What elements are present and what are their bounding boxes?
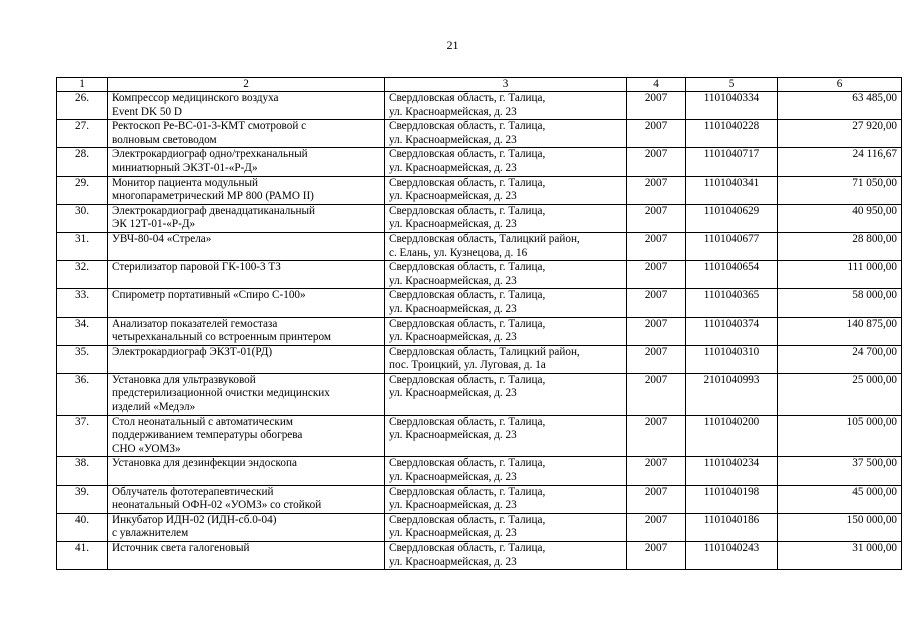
address-cell: [385, 261, 627, 289]
equipment-name-cell-line: Облучатель фототерапевтический: [112, 485, 274, 498]
inventory-number-cell: 1101040228: [686, 120, 778, 148]
row-number-cell: 39.: [57, 485, 108, 513]
table-row: [57, 485, 902, 513]
address-cell: [385, 373, 627, 415]
equipment-name-cell: [108, 289, 385, 317]
year-cell: 2007: [627, 261, 686, 289]
address-cell-line: Свердловская область, г. Талица,: [389, 457, 546, 470]
year-cell: 2007: [627, 485, 686, 513]
cost-cell: 105 000,00: [778, 415, 902, 457]
table-row: [57, 415, 902, 457]
address-cell-line: ул. Красноармейская, д. 23: [389, 471, 517, 484]
table-row: [57, 289, 902, 317]
inventory-number-cell: 1101040717: [686, 148, 778, 176]
table-row: [57, 92, 902, 120]
address-cell-line: Свердловская область, г. Талица,: [389, 176, 546, 189]
equipment-name-cell: [108, 261, 385, 289]
address-cell-line: Свердловская область, г. Талица,: [389, 317, 546, 330]
header-cell-number: 1: [57, 78, 108, 92]
address-cell: [385, 345, 627, 373]
row-number-cell: 33.: [57, 289, 108, 317]
cost-cell: 150 000,00: [778, 513, 902, 541]
address-cell-line: Свердловская область, г. Талица,: [389, 148, 546, 161]
address-cell: [385, 92, 627, 120]
address-cell-line: Свердловская область, г. Талица,: [389, 373, 546, 386]
equipment-name-cell-line: Электрокардиограф одно/трехканальный: [112, 148, 308, 161]
equipment-name-cell: [108, 92, 385, 120]
row-number-cell: 34.: [57, 317, 108, 345]
equipment-name-cell: [108, 542, 385, 570]
address-cell-line: ул. Красноармейская, д. 23: [389, 555, 517, 568]
inventory-number-cell: 1101040341: [686, 176, 778, 204]
address-cell-line: ул. Красноармейская, д. 23: [389, 527, 517, 540]
page-number: 21: [446, 38, 459, 52]
address-cell-line: ул. Красноармейская, д. 23: [389, 274, 517, 287]
address-cell-line: ул. Красноармейская, д. 23: [389, 190, 517, 203]
year-cell: 2007: [627, 415, 686, 457]
equipment-name-cell-line: поддерживанием температуры обогрева: [112, 429, 303, 442]
cost-cell: 25 000,00: [778, 373, 902, 415]
row-number-cell: 40.: [57, 513, 108, 541]
table-row: [57, 317, 902, 345]
row-number-cell: 32.: [57, 261, 108, 289]
year-cell: 2007: [627, 513, 686, 541]
table-row: [57, 345, 902, 373]
year-cell: 2007: [627, 373, 686, 415]
address-cell-line: ул. Красноармейская, д. 23: [389, 429, 517, 442]
equipment-name-cell-line: УВЧ-80-04 «Стрела»: [112, 232, 212, 245]
equipment-name-cell: [108, 415, 385, 457]
year-cell: 2007: [627, 289, 686, 317]
inventory-number-cell: 1101040334: [686, 92, 778, 120]
equipment-name-cell-line: многопараметрический МР 800 (РАМО II): [112, 190, 314, 203]
header-cell-name: 2: [108, 78, 385, 92]
address-cell-line: ул. Красноармейская, д. 23: [389, 161, 517, 174]
row-number-cell: 26.: [57, 92, 108, 120]
address-cell: [385, 148, 627, 176]
year-cell: 2007: [627, 120, 686, 148]
year-cell: 2007: [627, 232, 686, 260]
address-cell-line: Свердловская область, г. Талица,: [389, 261, 546, 274]
year-cell: 2007: [627, 542, 686, 570]
equipment-name-cell-line: с увлажнителем: [112, 527, 189, 540]
equipment-name-cell-line: Спирометр портативный «Спиро С-100»: [112, 289, 306, 302]
cost-cell: 28 800,00: [778, 232, 902, 260]
address-cell-line: ул. Красноармейская, д. 23: [389, 331, 517, 344]
equipment-name-cell-line: Установка для ультразвуковой: [112, 373, 256, 386]
inventory-number-cell: 1101040186: [686, 513, 778, 541]
cost-cell: 40 950,00: [778, 204, 902, 232]
address-cell-line: Свердловская область, г. Талица,: [389, 120, 546, 133]
inventory-number-cell: 1101040374: [686, 317, 778, 345]
cost-cell: 31 000,00: [778, 542, 902, 570]
cost-cell: 58 000,00: [778, 289, 902, 317]
equipment-name-cell: [108, 317, 385, 345]
cost-cell: 140 875,00: [778, 317, 902, 345]
year-cell: 2007: [627, 92, 686, 120]
equipment-name-cell-line: Установка для дезинфекции эндоскопа: [112, 457, 297, 470]
table-row: [57, 261, 902, 289]
table-row: [57, 204, 902, 232]
row-number-cell: 36.: [57, 373, 108, 415]
row-number-cell: 30.: [57, 204, 108, 232]
row-number-cell: 29.: [57, 176, 108, 204]
row-number-cell: 41.: [57, 542, 108, 570]
cost-cell: 27 920,00: [778, 120, 902, 148]
address-cell-line: Свердловская область, Талицкий район,: [389, 345, 580, 358]
equipment-registry-table: [56, 77, 902, 570]
equipment-name-cell-line: Монитор пациента модульный: [112, 176, 258, 189]
cost-cell: 71 050,00: [778, 176, 902, 204]
address-cell: [385, 232, 627, 260]
row-number-cell: 31.: [57, 232, 108, 260]
row-number-cell: 37.: [57, 415, 108, 457]
equipment-name-cell-line: Источник света галогеновый: [112, 542, 250, 554]
inventory-number-cell: 1101040310: [686, 345, 778, 373]
year-cell: 2007: [627, 176, 686, 204]
equipment-name-cell: [108, 232, 385, 260]
address-cell: [385, 317, 627, 345]
address-cell-line: пос. Троицкий, ул. Луговая, д. 1а: [389, 359, 546, 372]
address-cell-line: Свердловская область, г. Талица,: [389, 415, 546, 428]
address-cell-line: Свердловская область, г. Талица,: [389, 204, 546, 217]
table-row: [57, 232, 902, 260]
address-cell: [385, 176, 627, 204]
equipment-name-cell: [108, 148, 385, 176]
table-row: [57, 457, 902, 485]
inventory-number-cell: 1101040677: [686, 232, 778, 260]
year-cell: 2007: [627, 457, 686, 485]
equipment-name-cell: [108, 373, 385, 415]
equipment-name-cell-line: Ректоскоп Ре-ВС-01-3-КМТ смотровой с: [112, 120, 307, 133]
inventory-number-cell: 1101040243: [686, 542, 778, 570]
address-cell-line: ул. Красноармейская, д. 23: [389, 499, 517, 512]
equipment-name-cell-line: ЭК 12Т-01-«Р-Д»: [112, 218, 196, 231]
inventory-number-cell: 1101040198: [686, 485, 778, 513]
equipment-name-cell: [108, 513, 385, 541]
address-cell-line: ул. Красноармейская, д. 23: [389, 133, 517, 146]
inventory-number-cell: 1101040629: [686, 204, 778, 232]
equipment-name-cell: [108, 345, 385, 373]
address-cell: [385, 542, 627, 570]
equipment-name-cell: [108, 204, 385, 232]
equipment-name-cell-line: Инкубатор ИДН-02 (ИДН-сб.0-04): [112, 513, 277, 526]
address-cell: [385, 513, 627, 541]
table-row: [57, 542, 902, 570]
address-cell-line: Свердловская область, г. Талица,: [389, 542, 546, 554]
inventory-number-cell: 1101040365: [686, 289, 778, 317]
cost-cell: 63 485,00: [778, 92, 902, 120]
equipment-name-cell-line: Электрокардиограф двенадцатиканальный: [112, 204, 315, 217]
year-cell: 2007: [627, 148, 686, 176]
table-row: [57, 373, 902, 415]
table-row: [57, 513, 902, 541]
address-cell: [385, 485, 627, 513]
cost-cell: 37 500,00: [778, 457, 902, 485]
address-cell-line: Свердловская область, г. Талица,: [389, 513, 546, 526]
equipment-name-cell-line: Стерилизатор паровой ГК-100-3 ТЗ: [112, 261, 281, 274]
equipment-name-cell-line: предстерилизационной очистки медицинских: [112, 387, 330, 400]
row-number-cell: 27.: [57, 120, 108, 148]
equipment-name-cell: [108, 176, 385, 204]
address-cell: [385, 457, 627, 485]
address-cell-line: Свердловская область, Талицкий район,: [389, 232, 580, 245]
row-number-cell: 35.: [57, 345, 108, 373]
equipment-name-cell-line: Стол неонатальный с автоматическим: [112, 415, 293, 428]
equipment-name-cell-line: Анализатор показателей гемостаза: [112, 317, 278, 330]
equipment-name-cell-line: Event DK 50 D: [112, 105, 182, 118]
year-cell: 2007: [627, 317, 686, 345]
address-cell-line: ул. Красноармейская, д. 23: [389, 218, 517, 231]
header-cell-address: 3: [385, 78, 627, 92]
address-cell: [385, 415, 627, 457]
equipment-name-cell-line: миниатюрный ЭКЗТ-01-«Р-Д»: [112, 161, 258, 174]
equipment-name-cell-line: неонатальный ОФН-02 «УОМЗ» со стойкой: [112, 499, 322, 512]
address-cell-line: с. Елань, ул. Кузнецова, д. 16: [389, 246, 528, 259]
inventory-number-cell: 2101040993: [686, 373, 778, 415]
year-cell: 2007: [627, 345, 686, 373]
address-cell: [385, 120, 627, 148]
equipment-name-cell-line: четырехканальный со встроенным принтером: [112, 331, 331, 344]
equipment-name-cell-line: СНО «УОМЗ»: [112, 442, 181, 455]
equipment-name-cell-line: волновым световодом: [112, 133, 217, 146]
year-cell: 2007: [627, 204, 686, 232]
header-cell-cost: 6: [778, 78, 902, 92]
table-row: [57, 148, 902, 176]
cost-cell: 111 000,00: [778, 261, 902, 289]
address-cell: [385, 289, 627, 317]
row-number-cell: 28.: [57, 148, 108, 176]
table-row: [57, 176, 902, 204]
equipment-name-cell-line: Электрокардиограф ЭКЗТ-01(РД): [112, 345, 273, 358]
equipment-name-cell: [108, 485, 385, 513]
equipment-name-cell: [108, 120, 385, 148]
equipment-name-cell-line: Компрессор медицинского воздуха: [112, 92, 279, 104]
cost-cell: 24 700,00: [778, 345, 902, 373]
address-cell-line: ул. Красноармейская, д. 23: [389, 302, 517, 315]
table-body: [57, 92, 902, 570]
address-cell-line: ул. Красноармейская, д. 23: [389, 105, 517, 118]
header-cell-year: 4: [627, 78, 686, 92]
address-cell: [385, 204, 627, 232]
address-cell-line: Свердловская область, г. Талица,: [389, 485, 546, 498]
address-cell-line: Свердловская область, г. Талица,: [389, 289, 546, 302]
cost-cell: 24 116,67: [778, 148, 902, 176]
inventory-number-cell: 1101040234: [686, 457, 778, 485]
table-row: [57, 120, 902, 148]
row-number-cell: 38.: [57, 457, 108, 485]
equipment-name-cell-line: изделий «Медэл»: [112, 401, 196, 414]
inventory-number-cell: 1101040200: [686, 415, 778, 457]
cost-cell: 45 000,00: [778, 485, 902, 513]
equipment-name-cell: [108, 457, 385, 485]
inventory-number-cell: 1101040654: [686, 261, 778, 289]
header-cell-inventory-number: 5: [686, 78, 778, 92]
address-cell-line: ул. Красноармейская, д. 23: [389, 387, 517, 400]
address-cell-line: Свердловская область, г. Талица,: [389, 92, 546, 104]
table-header-row: [57, 78, 902, 92]
